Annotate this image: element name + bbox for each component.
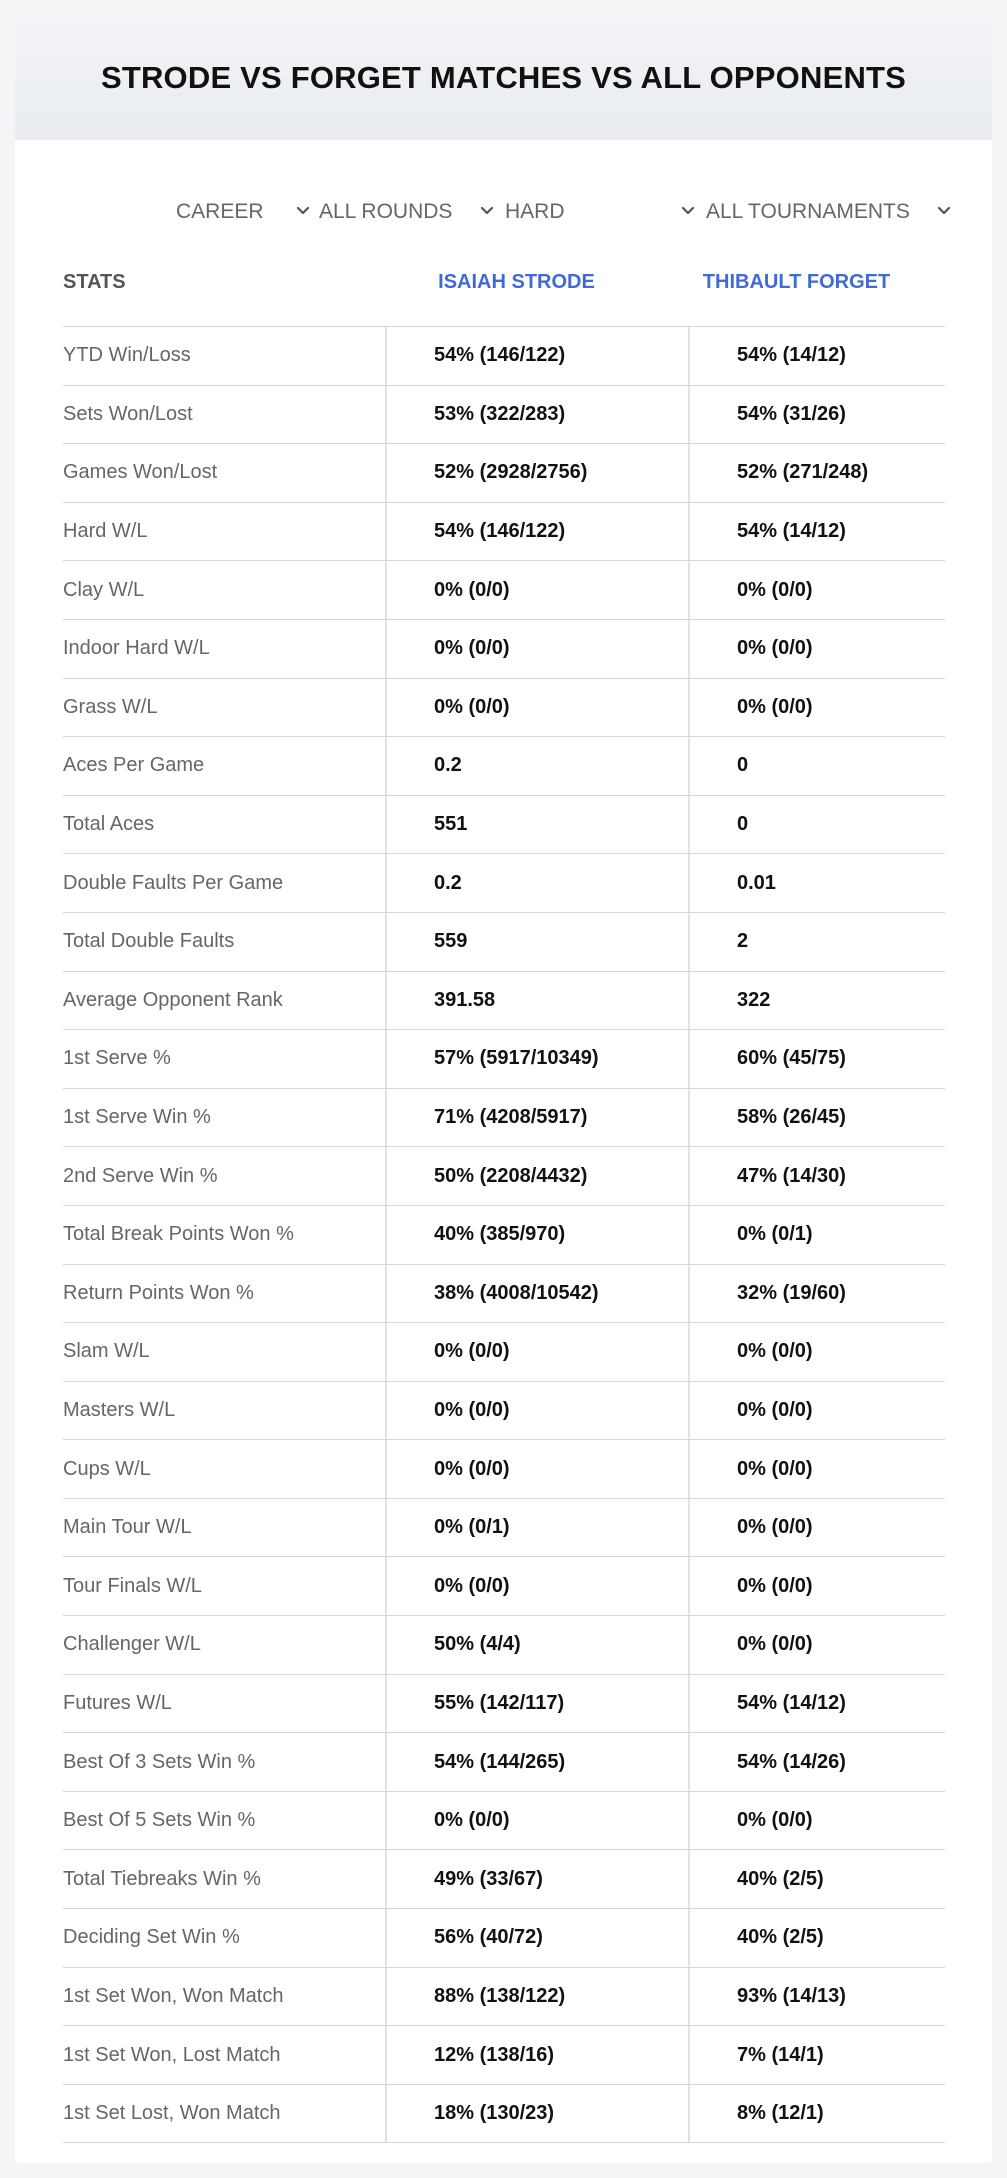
player1-stat-value: 0% (0/0) <box>385 1440 688 1498</box>
chevron-down-icon <box>934 201 954 221</box>
table-row <box>63 503 945 562</box>
player1-stat-value: 88% (138/122) <box>385 1968 688 2026</box>
stats-card <box>15 15 992 2163</box>
chevron-down-icon <box>678 201 698 221</box>
surface-select[interactable] <box>505 187 700 237</box>
player2-stat-value: 93% (14/13) <box>688 1968 945 2026</box>
player2-stat-value: 0% (0/0) <box>688 1499 945 1557</box>
page-title: STRODE VS FORGET MATCHES VS ALL OPPONENTS <box>100 59 907 95</box>
stat-label: Tour Finals W/L <box>63 1574 202 1597</box>
stat-label: Double Faults Per Game <box>63 871 284 894</box>
player1-stat-value: 0.2 <box>385 737 688 795</box>
table-row <box>63 561 945 620</box>
player2-stat-value: 54% (14/12) <box>688 1675 945 1733</box>
table-row <box>63 1206 945 1265</box>
table-row <box>63 620 945 679</box>
table-row <box>63 1089 945 1148</box>
player1-stat-value: 0% (0/0) <box>385 679 688 737</box>
card-header <box>15 15 992 140</box>
player2-stat-value: 0 <box>688 737 945 795</box>
stats-column-header: STATS <box>63 271 126 293</box>
player1-stat-value: 54% (146/122) <box>385 503 688 561</box>
table-row <box>63 1382 945 1441</box>
player1-stat-value: 0% (0/0) <box>385 1557 688 1615</box>
player1-stat-value: 55% (142/117) <box>385 1675 688 1733</box>
stat-label: Indoor Hard W/L <box>63 637 210 660</box>
filter-bar <box>15 187 992 237</box>
table-row <box>63 737 945 796</box>
table-row <box>63 796 945 855</box>
player2-stat-value: 0% (0/0) <box>688 1792 945 1850</box>
stat-label: Aces Per Game <box>63 754 205 777</box>
stat-label: Total Aces <box>63 813 155 836</box>
table-row <box>63 1792 945 1851</box>
player1-stat-value: 56% (40/72) <box>385 1909 688 1967</box>
table-row <box>63 1968 945 2027</box>
stat-label: Sets Won/Lost <box>63 402 193 425</box>
player2-stat-value: 40% (2/5) <box>688 1850 945 1908</box>
stat-label: Total Tiebreaks Win % <box>63 1867 261 1890</box>
player1-stat-value: 559 <box>385 913 688 971</box>
rounds-select-value: ALL ROUNDS <box>319 200 453 223</box>
player2-stat-value: 0% (0/0) <box>688 1557 945 1615</box>
table-row <box>63 854 945 913</box>
tournaments-select-value: ALL TOURNAMENTS <box>706 200 910 223</box>
player2-stat-value: 54% (14/12) <box>688 327 945 385</box>
stat-label: Challenger W/L <box>63 1633 201 1656</box>
stat-label: YTD Win/Loss <box>63 344 191 367</box>
stat-label: Grass W/L <box>63 695 158 718</box>
table-row <box>63 444 945 503</box>
player1-stat-value: 71% (4208/5917) <box>385 1089 688 1147</box>
stat-label: Main Tour W/L <box>63 1516 192 1539</box>
tournaments-select[interactable] <box>706 187 956 237</box>
table-row <box>63 327 945 386</box>
table-row <box>63 1147 945 1206</box>
table-row <box>63 1733 945 1792</box>
table-row <box>63 1265 945 1324</box>
player1-stat-value: 18% (130/23) <box>385 2085 688 2143</box>
player1-stat-value: 0% (0/0) <box>385 1382 688 1440</box>
stat-label: 1st Serve Win % <box>63 1106 211 1129</box>
player2-stat-value: 54% (14/26) <box>688 1733 945 1791</box>
table-row <box>63 386 945 445</box>
player1-stat-value: 40% (385/970) <box>385 1206 688 1264</box>
player1-stat-value: 54% (144/265) <box>385 1733 688 1791</box>
player2-stat-value: 54% (31/26) <box>688 386 945 444</box>
player1-stat-value: 551 <box>385 796 688 854</box>
player2-stat-value: 0% (0/0) <box>688 1323 945 1381</box>
table-header <box>63 253 945 327</box>
player1-stat-value: 57% (5917/10349) <box>385 1030 688 1088</box>
table-row <box>63 1675 945 1734</box>
table-row <box>63 1909 945 1968</box>
table-row <box>63 972 945 1031</box>
player2-stat-value: 7% (14/1) <box>688 2026 945 2084</box>
player1-stat-value: 0% (0/0) <box>385 1792 688 1850</box>
player2-stat-value: 0% (0/0) <box>688 679 945 737</box>
player1-stat-value: 50% (4/4) <box>385 1616 688 1674</box>
stat-label: Total Break Points Won % <box>63 1223 294 1246</box>
stat-label: Best Of 5 Sets Win % <box>63 1809 256 1832</box>
player2-stat-value: 60% (45/75) <box>688 1030 945 1088</box>
player2-stat-value: 0% (0/0) <box>688 561 945 619</box>
table-row <box>63 2085 945 2144</box>
player2-stat-value: 0% (0/0) <box>688 1616 945 1674</box>
stat-label: Best Of 3 Sets Win % <box>63 1750 256 1773</box>
player2-stat-value: 0% (0/0) <box>688 1382 945 1440</box>
stat-label: Average Opponent Rank <box>63 988 283 1011</box>
player2-stat-value: 0.01 <box>688 854 945 912</box>
player2-stat-value: 0% (0/0) <box>688 1440 945 1498</box>
player1-stat-value: 54% (146/122) <box>385 327 688 385</box>
stat-label: 1st Set Lost, Won Match <box>63 2102 281 2125</box>
table-row <box>63 1616 945 1675</box>
table-row <box>63 1440 945 1499</box>
player1-stat-value: 12% (138/16) <box>385 2026 688 2084</box>
player2-stat-value: 52% (271/248) <box>688 444 945 502</box>
table-row <box>63 1323 945 1382</box>
stat-label: Clay W/L <box>63 578 145 601</box>
stat-label: Slam W/L <box>63 1340 150 1363</box>
player1-stat-value: 53% (322/283) <box>385 386 688 444</box>
player2-stat-value: 2 <box>688 913 945 971</box>
stat-label: 1st Serve % <box>63 1047 171 1070</box>
table-row <box>63 1557 945 1616</box>
player2-stat-value: 8% (12/1) <box>688 2085 945 2143</box>
stat-label: Futures W/L <box>63 1691 172 1714</box>
table-row <box>63 679 945 738</box>
chevron-down-icon <box>477 201 497 221</box>
player2-stat-value: 47% (14/30) <box>688 1147 945 1205</box>
player1-stat-value: 38% (4008/10542) <box>385 1265 688 1323</box>
stat-label: 1st Set Won, Lost Match <box>63 2043 281 2066</box>
stat-label: Masters W/L <box>63 1398 176 1421</box>
stats-table <box>63 253 945 2143</box>
stat-label: Return Points Won % <box>63 1281 254 1304</box>
period-select-value: CAREER <box>176 200 264 223</box>
stat-label: 2nd Serve Win % <box>63 1164 218 1187</box>
player2-stat-value: 40% (2/5) <box>688 1909 945 1967</box>
table-row <box>63 1030 945 1089</box>
player2-column-header[interactable]: THIBAULT FORGET <box>702 271 891 293</box>
table-row <box>63 1850 945 1909</box>
stat-label: Deciding Set Win % <box>63 1926 240 1949</box>
stat-label: Total Double Faults <box>63 930 235 953</box>
stat-label: Cups W/L <box>63 1457 151 1480</box>
stat-label: 1st Set Won, Won Match <box>63 1984 284 2007</box>
table-body <box>63 327 945 2143</box>
player1-stat-value: 0.2 <box>385 854 688 912</box>
table-row <box>63 1499 945 1558</box>
player1-stat-value: 0% (0/0) <box>385 1323 688 1381</box>
player1-stat-value: 0% (0/0) <box>385 620 688 678</box>
table-row <box>63 2026 945 2085</box>
player2-stat-value: 322 <box>688 972 945 1030</box>
table-row <box>63 913 945 972</box>
surface-select-value: HARD <box>505 200 565 223</box>
player1-column-header[interactable]: ISAIAH STRODE <box>438 271 595 293</box>
player2-stat-value: 54% (14/12) <box>688 503 945 561</box>
player1-stat-value: 52% (2928/2756) <box>385 444 688 502</box>
player2-stat-value: 0% (0/1) <box>688 1206 945 1264</box>
player2-stat-value: 58% (26/45) <box>688 1089 945 1147</box>
player1-stat-value: 0% (0/1) <box>385 1499 688 1557</box>
player1-stat-value: 50% (2208/4432) <box>385 1147 688 1205</box>
player2-stat-value: 0 <box>688 796 945 854</box>
chevron-down-icon <box>293 201 313 221</box>
player1-stat-value: 49% (33/67) <box>385 1850 688 1908</box>
player2-stat-value: 32% (19/60) <box>688 1265 945 1323</box>
period-select[interactable] <box>176 187 316 237</box>
player1-stat-value: 0% (0/0) <box>385 561 688 619</box>
rounds-select[interactable] <box>319 187 504 237</box>
stat-label: Hard W/L <box>63 520 148 543</box>
player2-stat-value: 0% (0/0) <box>688 620 945 678</box>
stat-label: Games Won/Lost <box>63 461 218 484</box>
player1-stat-value: 391.58 <box>385 972 688 1030</box>
